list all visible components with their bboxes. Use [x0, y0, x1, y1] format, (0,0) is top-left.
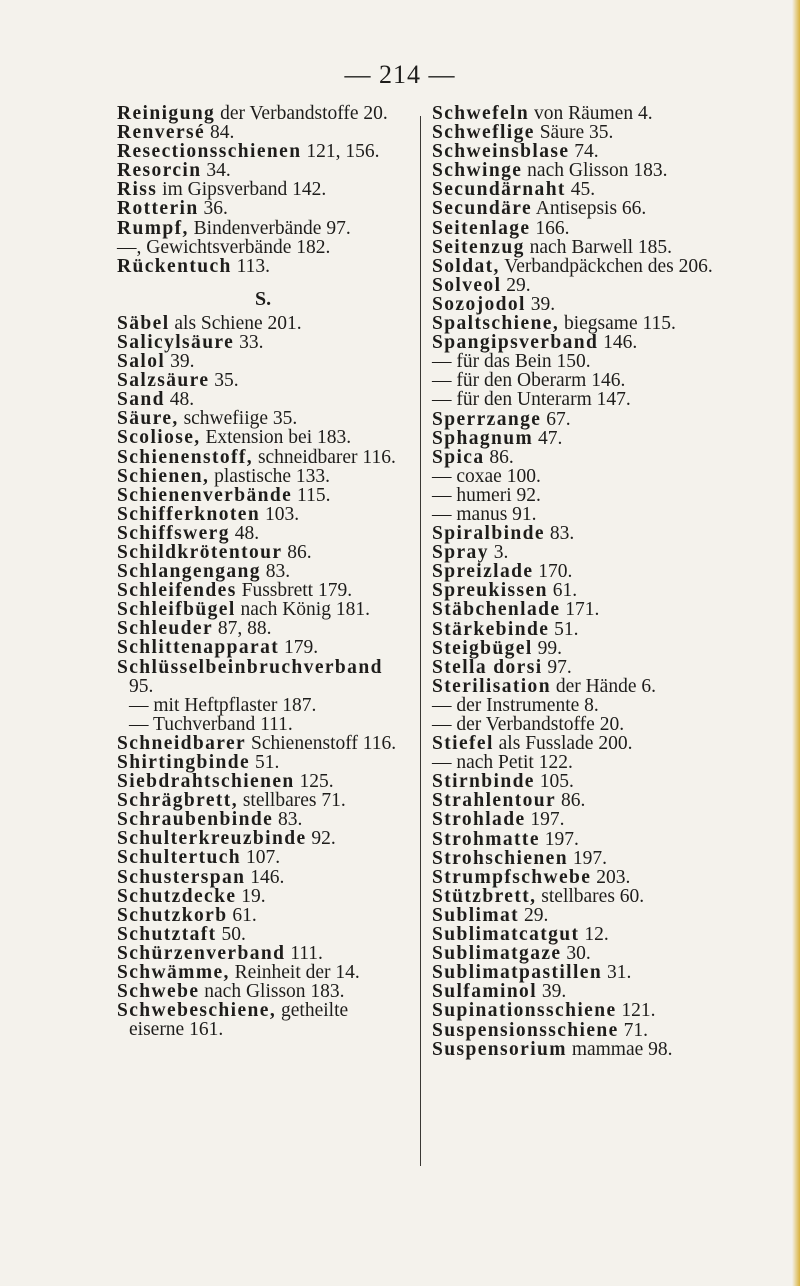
- entry-reference: mammae 98.: [566, 1038, 673, 1060]
- index-entry: [432, 467, 792, 486]
- index-entry: [117, 562, 417, 581]
- entry-reference: 86.: [282, 541, 312, 563]
- entry-reference: — nach Petit 122.: [432, 752, 573, 774]
- index-entry: [432, 257, 792, 276]
- entry-headword: Spaltschiene,: [432, 313, 560, 335]
- index-entry: [432, 562, 792, 581]
- entry-headword: Sublimat: [432, 904, 520, 926]
- index-entry: [432, 925, 792, 944]
- entry-reference: 166.: [530, 217, 570, 239]
- index-entry: [117, 734, 417, 753]
- entry-headword: Strahlentour: [432, 790, 557, 812]
- index-entry: [117, 104, 417, 123]
- entry-reference: — coxae 100.: [432, 465, 541, 487]
- entry-headword: Renversé: [117, 122, 206, 144]
- index-entry: [432, 410, 792, 429]
- index-entry: [432, 390, 792, 409]
- entry-reference: 105.: [534, 771, 574, 793]
- page-number: — 214 —: [344, 60, 456, 89]
- entry-reference: 107.: [241, 847, 281, 869]
- entry-reference: — humeri 92.: [432, 484, 541, 506]
- index-entry: [432, 543, 792, 562]
- entry-reference: — der Verbandstoffe 20.: [432, 714, 625, 735]
- entry-headword: Sphagnum: [432, 427, 534, 449]
- index-entry: [432, 142, 792, 161]
- entry-reference: Antisepsis 66.: [532, 198, 647, 220]
- entry-reference: 39.: [525, 293, 556, 315]
- entry-reference: stellbares 71.: [237, 790, 346, 812]
- entry-reference: 71.: [618, 1019, 648, 1041]
- entry-reference: 203.: [591, 866, 631, 888]
- index-entry: [432, 715, 792, 734]
- entry-headword: Schwämme,: [117, 962, 230, 984]
- entry-headword: Suspensionsschiene: [432, 1019, 619, 1041]
- entry-reference: 61.: [227, 904, 257, 926]
- entry-reference: — für das Bein 150.: [432, 351, 591, 373]
- entry-reference: Reinheit der 14.: [229, 962, 360, 984]
- entry-headword: Rumpf,: [117, 217, 189, 239]
- entry-headword: Schildkrötentour: [117, 541, 283, 563]
- entry-headword: Schürzenverband: [117, 942, 286, 964]
- entry-headword: Rotterin: [117, 198, 199, 220]
- entry-reference: 51.: [549, 618, 579, 640]
- index-entry: [117, 677, 417, 696]
- entry-reference: 146.: [598, 332, 638, 354]
- index-entry: [117, 390, 417, 409]
- entry-headword: Salol: [117, 351, 166, 373]
- entry-reference: eiserne 161.: [129, 1019, 224, 1041]
- entry-reference: Schienenstoff 116.: [246, 732, 397, 754]
- index-entry: [432, 123, 792, 142]
- index-entry: [117, 829, 417, 848]
- entry-reference: nach Glisson 183.: [522, 160, 668, 182]
- entry-reference: 3.: [488, 542, 509, 564]
- entry-reference: 179.: [279, 637, 319, 659]
- entry-headword: Soldat,: [432, 255, 500, 277]
- page-edge: [792, 0, 800, 1286]
- entry-headword: Schleifbügel: [117, 599, 236, 621]
- entry-headword: Schneidbarer: [117, 732, 247, 754]
- index-entry: [432, 772, 792, 791]
- entry-reference: 92.: [306, 828, 336, 850]
- index-column-left: [117, 104, 417, 1039]
- entry-reference: 197.: [525, 809, 565, 831]
- index-entry: [117, 238, 417, 257]
- index-entry: [432, 486, 792, 505]
- index-entry: [432, 104, 792, 123]
- index-entry: [432, 333, 792, 352]
- index-entry: [432, 581, 792, 600]
- index-entry: [117, 180, 417, 199]
- entry-reference: schwefiige 35.: [178, 408, 298, 430]
- entry-headword: Stiefel: [432, 733, 494, 755]
- entry-reference: getheilte: [276, 1000, 349, 1022]
- entry-headword: Schusterspan: [117, 866, 246, 888]
- index-entry: [117, 791, 417, 810]
- entry-headword: Schweflige: [432, 122, 535, 144]
- index-entry: [117, 600, 417, 619]
- entry-reference: 197.: [539, 828, 579, 850]
- entry-reference: stellbares 60.: [536, 885, 645, 907]
- entry-reference: 95.: [129, 675, 154, 697]
- index-entry: [432, 448, 792, 467]
- entry-headword: Strohlade: [432, 809, 526, 831]
- entry-headword: Säure,: [117, 408, 179, 430]
- index-entry: [117, 963, 417, 982]
- index-entry: [117, 428, 417, 447]
- index-entry: [432, 1040, 792, 1059]
- index-entry: [432, 887, 792, 906]
- entry-headword: Shirtingbinde: [117, 752, 251, 773]
- index-entry: [117, 1020, 417, 1039]
- entry-reference: 111.: [285, 942, 323, 964]
- index-entry: [117, 505, 417, 524]
- index-entry: [432, 276, 792, 295]
- entry-reference: 39.: [537, 981, 567, 1003]
- entry-headword: Sublimatgaze: [432, 943, 562, 965]
- entry-headword: Schlittenapparat: [117, 637, 280, 659]
- index-entry: [117, 314, 417, 333]
- entry-headword: Stirnbinde: [432, 771, 535, 793]
- entry-headword: Spiralbinde: [432, 523, 545, 545]
- index-entry: [432, 944, 792, 963]
- index-entry: [432, 524, 792, 543]
- entry-headword: Schwebeschiene,: [117, 1000, 277, 1022]
- entry-reference: 45.: [565, 179, 596, 201]
- entry-headword: Suspensorium: [432, 1038, 567, 1060]
- index-entry: [117, 581, 417, 600]
- entry-headword: Secundärnaht: [432, 179, 566, 201]
- entry-reference: 121, 156.: [301, 141, 380, 163]
- entry-headword: Schutzdecke: [117, 885, 237, 907]
- entry-headword: Säbel: [117, 312, 170, 334]
- entry-reference: 84.: [205, 122, 235, 144]
- entry-headword: Strohmatte: [432, 828, 540, 850]
- index-entry: [432, 161, 792, 180]
- entry-reference: 29.: [501, 274, 531, 296]
- entry-headword: Sterilisation: [432, 675, 551, 697]
- entry-headword: Seitenzug: [432, 236, 525, 258]
- entry-headword: Schraubenbinde: [117, 809, 274, 831]
- entry-headword: Schwefeln: [432, 103, 530, 124]
- entry-headword: Schlangengang: [117, 561, 261, 583]
- entry-headword: Sperrzange: [432, 408, 542, 430]
- entry-reference: 103.: [260, 503, 300, 525]
- entry-reference: 48.: [164, 389, 195, 411]
- index-entry: [117, 638, 417, 657]
- entry-reference: 87, 88.: [213, 618, 272, 640]
- index-entry: [117, 715, 417, 734]
- entry-reference: von Räumen 4.: [529, 103, 653, 124]
- entry-reference: 61.: [547, 580, 578, 602]
- entry-reference: — für den Unterarm 147.: [432, 389, 631, 411]
- entry-reference: 146.: [245, 866, 285, 888]
- entry-reference: Extension bei 183.: [200, 427, 352, 449]
- entry-headword: Resorcin: [117, 160, 202, 182]
- index-entry: [117, 944, 417, 963]
- entry-reference: 99.: [532, 637, 562, 659]
- entry-reference: der Verbandstoffe 20.: [215, 103, 388, 124]
- entry-headword: Spangipsverband: [432, 332, 599, 354]
- index-entry: [117, 868, 417, 887]
- entry-reference: als Fusslade 200.: [493, 733, 633, 755]
- entry-reference: 86.: [556, 790, 586, 812]
- entry-headword: Schwinge: [432, 160, 523, 182]
- entry-reference: biegsame 115.: [559, 313, 676, 335]
- index-entry: [117, 467, 417, 486]
- entry-reference: 83.: [273, 809, 303, 831]
- entry-reference: 113.: [231, 255, 271, 277]
- index-entry: [432, 791, 792, 810]
- entry-reference: 74.: [569, 141, 599, 163]
- index-entry: [432, 371, 792, 390]
- entry-reference: nach Glisson 183.: [199, 981, 345, 1003]
- entry-headword: Sublimatcatgut: [432, 924, 580, 946]
- entry-headword: Seitenlage: [432, 217, 531, 239]
- index-entry: [432, 352, 792, 371]
- index-entry: [432, 505, 792, 524]
- index-entry: [432, 810, 792, 829]
- index-entry: [432, 219, 792, 238]
- index-entry: [117, 848, 417, 867]
- entry-reference: 19.: [236, 885, 266, 907]
- entry-headword: Schleuder: [117, 618, 214, 640]
- entry-reference: 33.: [234, 331, 264, 353]
- entry-headword: Rückentuch: [117, 255, 232, 277]
- index-entry: [432, 1001, 792, 1020]
- entry-reference: 171.: [560, 599, 600, 621]
- index-entry: [117, 371, 417, 390]
- entry-headword: Schifferknoten: [117, 503, 261, 525]
- index-entry: [432, 906, 792, 925]
- index-entry: [432, 982, 792, 1001]
- index-entry: [432, 677, 792, 696]
- entry-headword: Sulfaminol: [432, 981, 538, 1003]
- entry-reference: Verbandpäckchen des 206.: [499, 255, 713, 277]
- index-entry: [117, 925, 417, 944]
- entry-headword: Schienenverbände: [117, 484, 293, 506]
- index-entry: [432, 238, 792, 257]
- entry-reference: 48.: [229, 522, 260, 544]
- entry-headword: Sand: [117, 389, 165, 411]
- index-entry: [117, 982, 417, 1001]
- index-entry: [117, 1001, 417, 1020]
- index-entry: [432, 620, 792, 639]
- index-entry: [117, 696, 417, 715]
- entry-headword: Solveol: [432, 274, 502, 296]
- index-entry: [117, 543, 417, 562]
- index-entry: [432, 180, 792, 199]
- section-letter: S.: [255, 287, 272, 310]
- entry-reference: —, Gewichtsverbände 182.: [117, 236, 331, 258]
- entry-reference: 125.: [294, 771, 334, 793]
- entry-headword: Sublimatpastillen: [432, 962, 603, 984]
- entry-headword: Schlüsselbeinbruchverband: [117, 656, 383, 678]
- entry-reference: als Schiene 201.: [169, 312, 302, 334]
- entry-headword: Schiffswerg: [117, 522, 230, 544]
- index-entry: [432, 295, 792, 314]
- entry-headword: Schienen,: [117, 465, 210, 487]
- entry-reference: schneidbarer 116.: [253, 446, 396, 468]
- entry-reference: 86.: [484, 446, 514, 468]
- entry-headword: Schutzkorb: [117, 904, 228, 926]
- entry-headword: Schleifendes: [117, 580, 237, 602]
- index-entry: [432, 734, 792, 753]
- entry-headword: Resectionsschienen: [117, 141, 302, 163]
- index-entry: [432, 830, 792, 849]
- entry-reference: — manus 91.: [432, 503, 537, 525]
- index-entry: [117, 524, 417, 543]
- index-entry: [117, 619, 417, 638]
- entry-headword: Spray: [432, 542, 489, 564]
- entry-reference: — für den Oberarm 146.: [432, 370, 626, 392]
- entry-reference: 31.: [602, 962, 632, 984]
- index-entry: [432, 429, 792, 448]
- entry-reference: 12.: [579, 924, 609, 946]
- entry-headword: Spreizlade: [432, 561, 534, 583]
- entry-reference: — Tuchverband 111.: [129, 713, 293, 735]
- entry-headword: Sozojodol: [432, 293, 526, 315]
- entry-reference: nach König 181.: [235, 599, 370, 621]
- entry-headword: Schultertuch: [117, 847, 242, 869]
- entry-headword: Schulterkreuzbinde: [117, 828, 307, 850]
- entry-headword: Riss: [117, 179, 158, 201]
- entry-headword: Schweinsblase: [432, 141, 570, 163]
- index-entry: [117, 753, 417, 772]
- entry-headword: Spica: [432, 446, 485, 468]
- entry-reference: 34.: [201, 160, 231, 182]
- index-entry: [117, 352, 417, 371]
- entry-headword: Schwebe: [117, 981, 200, 1003]
- index-entry: [117, 887, 417, 906]
- entry-reference: — mit Heftpflaster 187.: [129, 694, 317, 716]
- index-entry: [117, 409, 417, 428]
- index-entry: [432, 868, 792, 887]
- entry-reference: der Hände 6.: [550, 675, 656, 697]
- index-entry: [117, 486, 417, 505]
- index-entry: [117, 658, 417, 677]
- index-entry: [117, 810, 417, 829]
- entry-headword: Scoliose,: [117, 427, 201, 449]
- entry-reference: Bindenverbände 97.: [188, 217, 351, 239]
- index-entry: [117, 219, 417, 238]
- entry-reference: 35.: [209, 370, 239, 392]
- index-entry: [432, 963, 792, 982]
- index-entry: [432, 600, 792, 619]
- index-entry: [117, 123, 417, 142]
- index-entry: [117, 448, 417, 467]
- entry-headword: Spreukissen: [432, 580, 548, 602]
- entry-reference: 97.: [542, 656, 572, 678]
- entry-reference: 39.: [165, 351, 195, 373]
- index-entry: [432, 314, 792, 333]
- entry-reference: 83.: [544, 523, 575, 545]
- entry-reference: 36.: [198, 198, 228, 220]
- column-divider: [420, 116, 421, 1166]
- entry-reference: Säure 35.: [534, 122, 614, 144]
- index-entry: [432, 696, 792, 715]
- index-entry: [432, 753, 792, 772]
- entry-reference: 67.: [541, 408, 571, 430]
- entry-reference: 83.: [260, 561, 291, 583]
- index-entry: [117, 199, 417, 218]
- entry-reference: im Gipsverband 142.: [157, 179, 327, 201]
- index-entry: [432, 1021, 792, 1040]
- entry-reference: 50.: [216, 923, 246, 945]
- entry-reference: 47.: [533, 427, 563, 449]
- entry-reference: 115.: [292, 484, 331, 506]
- entry-headword: Steigbügel: [432, 637, 533, 659]
- entry-headword: Strumpfschwebe: [432, 866, 592, 888]
- entry-headword: Reinigung: [117, 103, 216, 124]
- entry-headword: Salicylsäure: [117, 331, 235, 353]
- entry-headword: Schrägbrett,: [117, 790, 238, 812]
- index-column-right: [432, 104, 792, 1059]
- entry-reference: — der Instrumente 8.: [432, 694, 599, 716]
- entry-reference: nach Barwell 185.: [524, 236, 673, 258]
- entry-headword: Schutztaft: [117, 923, 217, 945]
- entry-reference: Fussbrett 179.: [236, 580, 353, 602]
- entry-headword: Siebdrahtschienen: [117, 771, 295, 793]
- entry-headword: Supinationsschiene: [432, 1000, 617, 1022]
- entry-reference: 51.: [250, 752, 280, 773]
- entry-headword: Secundäre: [432, 198, 532, 220]
- entry-headword: Salzsäure: [117, 370, 210, 392]
- entry-headword: Stella dorsi: [432, 656, 543, 678]
- index-entry: [117, 906, 417, 925]
- index-entry: [117, 142, 417, 161]
- entry-reference: 121.: [616, 1000, 656, 1022]
- entry-reference: 30.: [561, 943, 591, 965]
- entry-headword: Strohschienen: [432, 847, 568, 869]
- entry-reference: 197.: [567, 847, 607, 869]
- entry-headword: Stützbrett,: [432, 885, 537, 907]
- index-entry: [117, 333, 417, 352]
- index-entry: [432, 658, 792, 677]
- index-entry: [432, 639, 792, 658]
- index-entry: [117, 161, 417, 180]
- entry-reference: plastische 133.: [209, 465, 331, 487]
- index-entry: [117, 257, 417, 276]
- entry-headword: Stäbchenlade: [432, 599, 561, 621]
- index-entry: [432, 849, 792, 868]
- entry-headword: Schienenstoff,: [117, 446, 254, 468]
- entry-reference: 170.: [533, 561, 573, 583]
- index-entry: [117, 772, 417, 791]
- entry-headword: Stärkebinde: [432, 618, 550, 640]
- entry-reference: 29.: [519, 904, 549, 926]
- index-entry: [432, 199, 792, 218]
